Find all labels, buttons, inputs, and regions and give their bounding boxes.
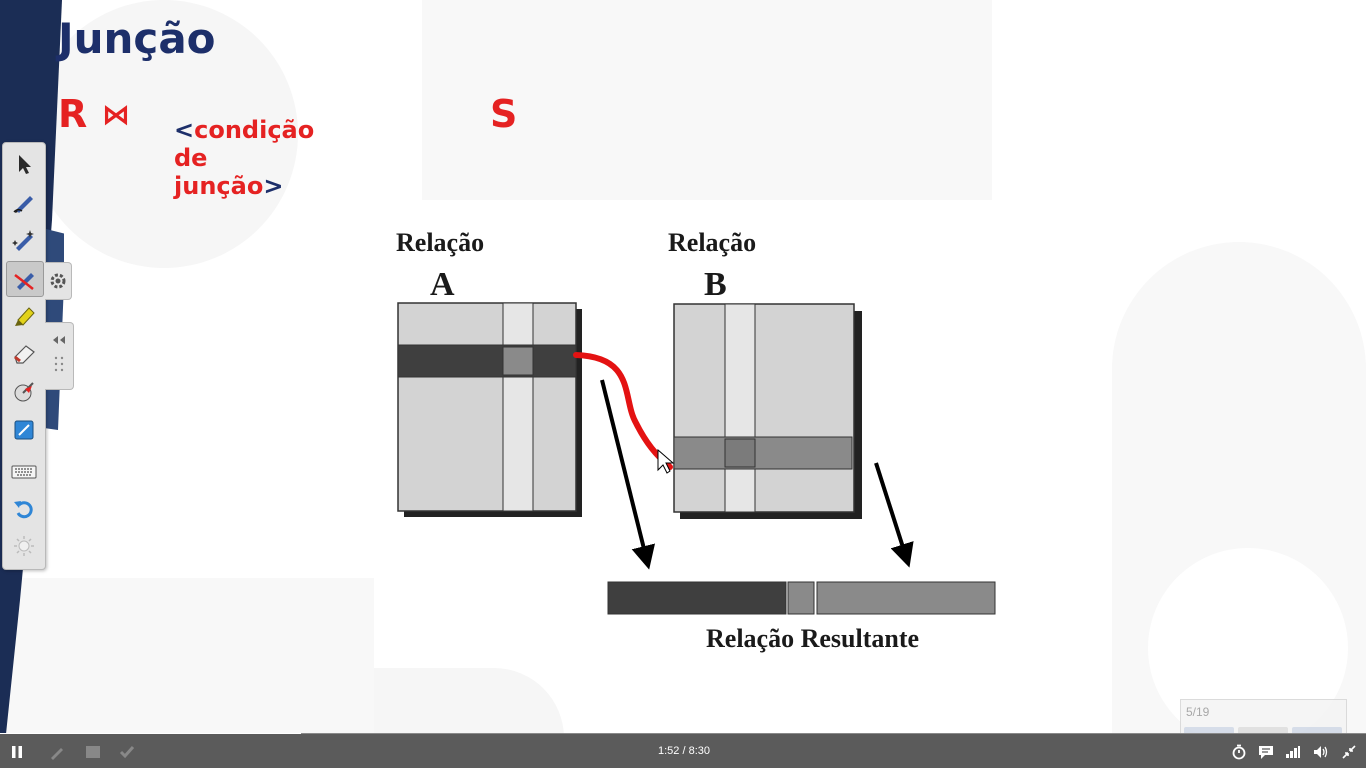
pen-icon	[12, 190, 36, 214]
speech-bubble-icon	[1258, 744, 1274, 760]
arrow-a-to-result	[602, 380, 648, 565]
highlighter-tool-button[interactable]	[6, 299, 42, 333]
pen-tool-button[interactable]	[6, 185, 42, 219]
pause-icon	[11, 745, 23, 759]
player-notes-button[interactable]	[84, 744, 102, 760]
eraser-icon	[12, 342, 36, 366]
keyboard-button[interactable]	[6, 455, 42, 489]
notes-icon	[85, 745, 101, 759]
relation-b-label: Relação	[668, 228, 757, 257]
select-arrow-icon	[14, 153, 34, 175]
magic-pen-tool-button[interactable]	[6, 223, 42, 257]
pause-button[interactable]	[8, 744, 26, 760]
relation-a-label: Relação	[396, 228, 485, 257]
condition-close-bracket: >	[263, 172, 284, 200]
exit-fullscreen-button[interactable]	[1340, 744, 1358, 760]
volume-icon	[1313, 745, 1329, 759]
screen-capture-tool-button[interactable]	[6, 413, 42, 447]
result-relation-label: Relação Resultante	[706, 624, 920, 653]
magic-pen-icon	[12, 228, 36, 252]
join-diagram	[390, 295, 1010, 625]
volume-button[interactable]	[1312, 744, 1330, 760]
select-tool-button[interactable]	[6, 147, 42, 181]
captions-button[interactable]	[1257, 744, 1275, 760]
exit-fullscreen-icon	[1342, 745, 1356, 759]
toolbar-collapse-tab[interactable]	[45, 322, 74, 390]
pen-settings-tab[interactable]	[45, 262, 72, 300]
relation-a-table	[398, 303, 582, 517]
relation-a-name: A	[430, 266, 455, 303]
eraser-tool-button[interactable]	[6, 337, 42, 371]
light-icon	[12, 534, 36, 558]
fill-tool-button[interactable]	[6, 375, 42, 409]
result-relation-bar	[608, 582, 995, 614]
screen-capture-icon	[12, 418, 36, 442]
highlighter-icon	[12, 304, 36, 328]
check-icon	[119, 745, 135, 759]
fill-icon	[12, 380, 36, 404]
annotation-ink-stroke	[576, 355, 670, 467]
background-arch-bottom	[374, 668, 564, 738]
light-button[interactable]	[6, 529, 42, 563]
creative-pen-icon	[13, 267, 37, 291]
player-pen-button[interactable]	[48, 744, 66, 760]
condition-open-bracket: <	[174, 116, 195, 144]
signal-bars-icon	[1286, 746, 1300, 758]
pen-icon	[49, 744, 65, 760]
join-symbol: ⋈	[102, 98, 130, 131]
pen-toolbar	[2, 142, 46, 570]
relation-s: S	[490, 92, 518, 136]
join-condition	[174, 116, 314, 200]
gear-icon	[49, 272, 67, 290]
keyboard-icon	[11, 465, 37, 479]
relation-b-name: B	[704, 266, 727, 303]
stopwatch-icon	[1232, 744, 1246, 760]
slide-counter: 5/19	[1186, 705, 1210, 719]
quality-button[interactable]	[1284, 744, 1302, 760]
undo-icon	[12, 496, 36, 520]
relation-r: R	[58, 92, 88, 136]
arrow-b-to-result	[876, 463, 908, 563]
playback-time: 1:52 / 8:30	[658, 745, 710, 757]
slide-navigator	[1180, 699, 1347, 736]
timer-button[interactable]	[1230, 744, 1248, 760]
slide-title: Junção	[58, 14, 216, 63]
player-check-button[interactable]	[118, 744, 136, 760]
collapse-arrows-icon	[51, 335, 67, 345]
condition-text: condição de junção	[174, 116, 315, 200]
drag-handle-icon	[53, 355, 65, 373]
creative-pen-tool-button[interactable]	[6, 261, 44, 297]
relation-b-table	[674, 304, 862, 519]
undo-button[interactable]	[6, 491, 42, 525]
